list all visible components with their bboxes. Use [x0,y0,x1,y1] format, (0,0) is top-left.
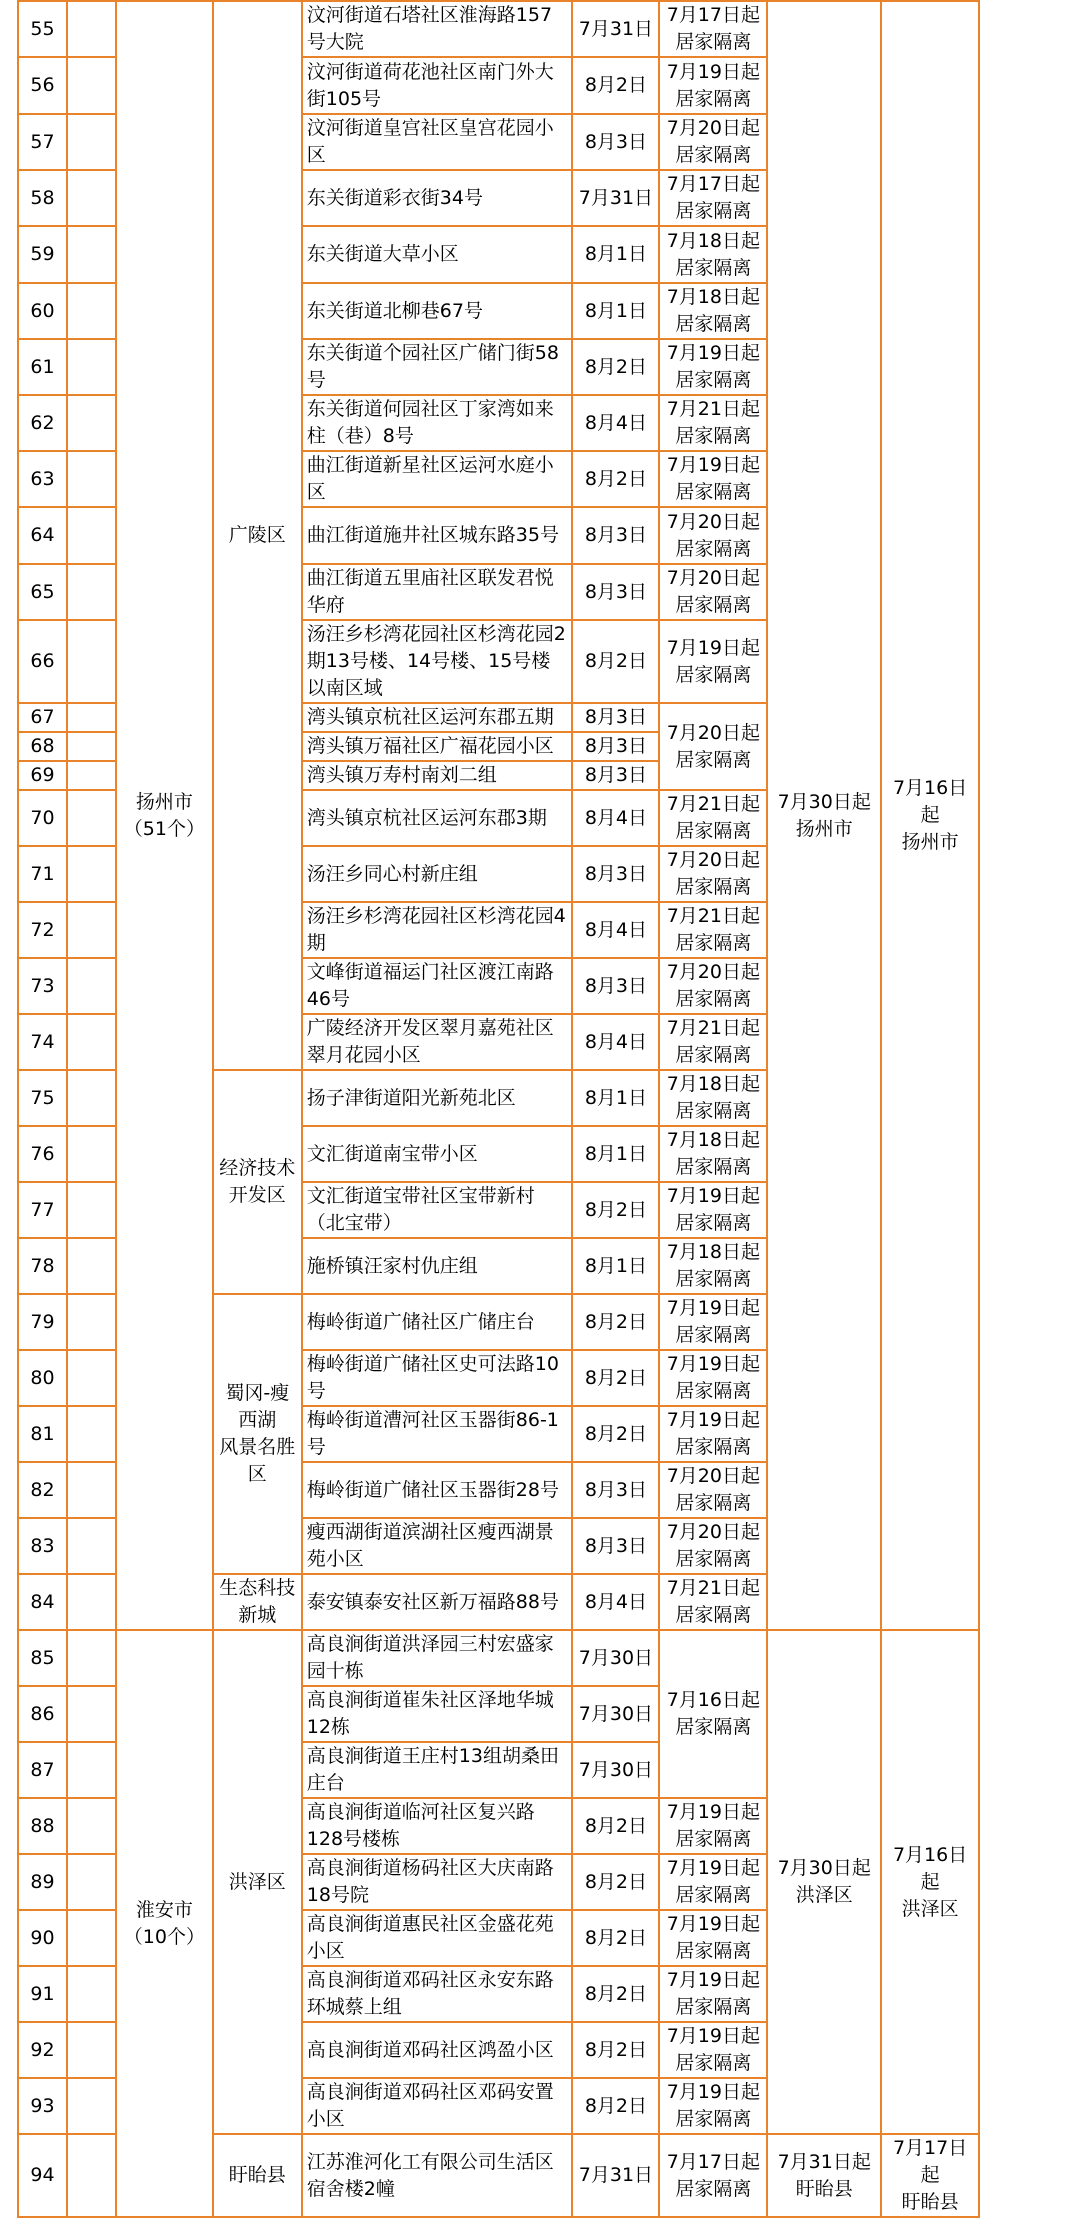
date-cell: 7月30日 [572,1742,659,1798]
address-cell: 高良涧街道邓码社区鸿盈小区 [302,2022,573,2078]
province-cell [67,1798,116,1854]
district-cell: 生态科技新城 [213,1574,302,1630]
province-cell [67,114,116,170]
date-cell: 7月31日 [572,2134,659,2217]
province-cell [67,2078,116,2134]
date-cell: 8月2日 [572,1182,659,1238]
address-cell: 施桥镇汪家村仇庄组 [302,1238,573,1294]
table-row [18,1630,1079,1686]
row-number: 81 [18,1406,67,1462]
address-cell: 梅岭街道广储社区玉器街28号 [302,1462,573,1518]
date-cell: 8月2日 [572,1350,659,1406]
address-cell: 曲江街道五里庙社区联发君悦华府 [302,564,573,620]
date-cell: 8月2日 [572,1798,659,1854]
row-number: 94 [18,2134,67,2217]
isolation-cell: 7月19日起 居家隔离 [659,1350,767,1406]
date-cell: 8月2日 [572,1294,659,1350]
date-cell: 8月2日 [572,339,659,395]
province-cell [67,761,116,790]
province-cell [67,1910,116,1966]
province-cell [67,703,116,732]
province-cell [67,1854,116,1910]
province-cell [67,1742,116,1798]
isolation-cell: 7月20日起 居家隔离 [659,507,767,564]
province-cell [67,1686,116,1742]
row-number: 89 [18,1854,67,1910]
date-cell: 8月3日 [572,761,659,790]
province-cell [67,902,116,958]
province-cell [67,2022,116,2078]
province-cell [67,339,116,395]
date-cell: 7月31日 [572,170,659,226]
address-cell: 文汇街道南宝带小区 [302,1126,573,1182]
date-cell: 8月3日 [572,1462,659,1518]
isolation-cell: 7月19日起 居家隔离 [659,1294,767,1350]
isolation-cell: 7月18日起 居家隔离 [659,1126,767,1182]
control-end-cell: 7月17日起 盱眙县 [881,2134,979,2217]
address-cell: 汶河街道皇宫社区皇宫花园小区 [302,114,573,170]
address-cell: 江苏淮河化工有限公司生活区宿舍楼2幢 [302,2134,573,2217]
address-cell: 梅岭街道漕河社区玉器街86-1号 [302,1406,573,1462]
province-cell [67,564,116,620]
address-cell: 高良涧街道洪泽园三村宏盛家园十栋 [302,1630,573,1686]
isolation-cell: 7月21日起 居家隔离 [659,1014,767,1070]
province-cell [67,790,116,846]
district-cell: 洪泽区 [213,1630,302,2134]
row-number: 74 [18,1014,67,1070]
row-number: 75 [18,1070,67,1126]
province-cell [67,1406,116,1462]
isolation-cell: 7月18日起 居家隔离 [659,1238,767,1294]
province-cell [67,1182,116,1238]
isolation-cell: 7月19日起 居家隔离 [659,1798,767,1854]
province-cell [67,1966,116,2022]
province-cell [67,958,116,1014]
isolation-cell: 7月17日起 居家隔离 [659,2134,767,2217]
row-number: 55 [18,1,67,57]
date-cell: 8月4日 [572,1574,659,1630]
province-cell [67,1630,116,1686]
city-cell: 淮安市 （10个） [116,1630,213,2217]
control-end-cell: 7月16日起 扬州市 [881,1,979,1630]
row-number: 88 [18,1798,67,1854]
isolation-cell: 7月21日起 居家隔离 [659,902,767,958]
address-cell: 曲江街道新星社区运河水庭小区 [302,451,573,507]
address-cell: 广陵经济开发区翠月嘉苑社区翠月花园小区 [302,1014,573,1070]
date-cell: 8月2日 [572,2022,659,2078]
isolation-cell: 7月20日起 居家隔离 [659,846,767,902]
control-end-cell: 7月16日起 洪泽区 [881,1630,979,2134]
address-cell: 文峰街道福运门社区渡江南路46号 [302,958,573,1014]
row-number: 65 [18,564,67,620]
control-start-cell: 7月30日起 洪泽区 [767,1630,881,2134]
row-number: 57 [18,114,67,170]
date-cell: 7月30日 [572,1686,659,1742]
row-number: 73 [18,958,67,1014]
isolation-cell: 7月19日起 居家隔离 [659,1182,767,1238]
district-cell: 盱眙县 [213,2134,302,2217]
isolation-cell: 7月20日起 居家隔离 [659,958,767,1014]
row-number: 67 [18,703,67,732]
address-cell: 高良涧街道临河社区复兴路128号楼栋 [302,1798,573,1854]
row-number: 83 [18,1518,67,1574]
address-cell: 汶河街道石塔社区淮海路157号大院 [302,1,573,57]
control-start-cell: 7月31日起 盱眙县 [767,2134,881,2217]
isolation-cell: 7月21日起 居家隔离 [659,395,767,451]
row-number: 61 [18,339,67,395]
date-cell: 8月1日 [572,1126,659,1182]
date-cell: 8月2日 [572,1966,659,2022]
address-cell: 东关街道大草小区 [302,226,573,283]
isolation-cell: 7月19日起 居家隔离 [659,451,767,507]
province-cell [67,1574,116,1630]
address-cell: 高良涧街道杨码社区大庆南路18号院 [302,1854,573,1910]
address-cell: 东关街道彩衣街34号 [302,170,573,226]
province-cell [67,1014,116,1070]
isolation-cell: 7月16日起 居家隔离 [659,1630,767,1798]
address-cell: 高良涧街道邓码社区永安东路环城蔡上组 [302,1966,573,2022]
isolation-cell: 7月21日起 居家隔离 [659,790,767,846]
row-number: 82 [18,1462,67,1518]
date-cell: 8月2日 [572,1910,659,1966]
date-cell: 8月4日 [572,1014,659,1070]
province-cell [67,1126,116,1182]
province-cell [67,395,116,451]
address-cell: 瘦西湖街道滨湖社区瘦西湖景苑小区 [302,1518,573,1574]
isolation-cell: 7月19日起 居家隔离 [659,1966,767,2022]
isolation-cell: 7月19日起 居家隔离 [659,1406,767,1462]
isolation-cell: 7月21日起 居家隔离 [659,1574,767,1630]
date-cell: 8月4日 [572,790,659,846]
row-number: 58 [18,170,67,226]
date-cell: 8月3日 [572,958,659,1014]
district-cell: 广陵区 [213,1,302,1070]
control-start-cell: 7月30日起 扬州市 [767,1,881,1630]
isolation-cell: 7月19日起 居家隔离 [659,57,767,114]
address-cell: 湾头镇京杭社区运河东郡五期 [302,703,573,732]
date-cell: 8月2日 [572,1406,659,1462]
row-number: 84 [18,1574,67,1630]
row-number: 59 [18,226,67,283]
date-cell: 8月1日 [572,1070,659,1126]
province-cell [67,1070,116,1126]
date-cell: 8月2日 [572,1854,659,1910]
address-cell: 高良涧街道邓码社区邓码安置小区 [302,2078,573,2134]
province-cell [67,1350,116,1406]
risk-area-table [17,0,1080,2218]
address-cell: 曲江街道施井社区城东路35号 [302,507,573,564]
row-number: 90 [18,1910,67,1966]
row-number: 78 [18,1238,67,1294]
district-cell: 经济技术 开发区 [213,1070,302,1294]
row-number: 62 [18,395,67,451]
row-number: 72 [18,902,67,958]
row-number: 79 [18,1294,67,1350]
address-cell: 汤汪乡杉湾花园社区杉湾花园2期13号楼、14号楼、15号楼以南区域 [302,620,573,703]
province-cell [67,1,116,57]
address-cell: 高良涧街道惠民社区金盛花苑小区 [302,1910,573,1966]
row-number: 60 [18,283,67,339]
address-cell: 梅岭街道广储社区史可法路10号 [302,1350,573,1406]
date-cell: 8月2日 [572,57,659,114]
address-cell: 高良涧街道崔朱社区泽地华城12栋 [302,1686,573,1742]
row-number: 87 [18,1742,67,1798]
date-cell: 8月3日 [572,846,659,902]
date-cell: 7月30日 [572,1630,659,1686]
province-cell [67,57,116,114]
isolation-cell: 7月17日起 居家隔离 [659,1,767,57]
row-number: 86 [18,1686,67,1742]
address-cell: 东关街道何园社区丁家湾如来柱（巷）8号 [302,395,573,451]
address-cell: 东关街道个园社区广储门街58号 [302,339,573,395]
row-number: 70 [18,790,67,846]
date-cell: 8月3日 [572,703,659,732]
row-number: 63 [18,451,67,507]
province-cell [67,1462,116,1518]
isolation-cell: 7月19日起 居家隔离 [659,620,767,703]
date-cell: 8月3日 [572,507,659,564]
isolation-cell: 7月20日起 居家隔离 [659,703,767,790]
address-cell: 湾头镇京杭社区运河东郡3期 [302,790,573,846]
province-cell [67,732,116,761]
date-cell: 8月3日 [572,1518,659,1574]
address-cell: 高良涧街道王庄村13组胡桑田庄台 [302,1742,573,1798]
address-cell: 扬子津街道阳光新苑北区 [302,1070,573,1126]
row-number: 85 [18,1630,67,1686]
row-number: 56 [18,57,67,114]
date-cell: 8月1日 [572,283,659,339]
date-cell: 8月3日 [572,114,659,170]
row-number: 91 [18,1966,67,2022]
date-cell: 8月2日 [572,620,659,703]
city-cell: 扬州市 （51个） [116,1,213,1630]
province-cell [67,1294,116,1350]
address-cell: 湾头镇万寿村南刘二组 [302,761,573,790]
address-cell: 泰安镇泰安社区新万福路88号 [302,1574,573,1630]
date-cell: 8月2日 [572,2078,659,2134]
row-number: 92 [18,2022,67,2078]
address-cell: 汶河街道荷花池社区南门外大街105号 [302,57,573,114]
row-number: 69 [18,761,67,790]
province-cell [67,507,116,564]
address-cell: 梅岭街道广储社区广储庄台 [302,1294,573,1350]
row-number: 77 [18,1182,67,1238]
isolation-cell: 7月18日起 居家隔离 [659,1070,767,1126]
province-cell [67,451,116,507]
isolation-cell: 7月20日起 居家隔离 [659,1518,767,1574]
date-cell: 8月3日 [572,564,659,620]
table-row [18,1,1079,57]
address-cell: 文汇街道宝带社区宝带新村（北宝带） [302,1182,573,1238]
isolation-cell: 7月19日起 居家隔离 [659,1854,767,1910]
date-cell: 8月1日 [572,226,659,283]
isolation-cell: 7月20日起 居家隔离 [659,114,767,170]
isolation-cell: 7月20日起 居家隔离 [659,1462,767,1518]
row-number: 64 [18,507,67,564]
province-cell [67,1518,116,1574]
date-cell: 8月1日 [572,1238,659,1294]
province-cell [67,2134,116,2217]
address-cell: 汤汪乡同心村新庄组 [302,846,573,902]
isolation-cell: 7月19日起 居家隔离 [659,2078,767,2134]
district-cell: 蜀冈-瘦西湖 风景名胜区 [213,1294,302,1574]
date-cell: 8月4日 [572,902,659,958]
isolation-cell: 7月20日起 居家隔离 [659,564,767,620]
row-number: 93 [18,2078,67,2134]
row-number: 66 [18,620,67,703]
isolation-cell: 7月19日起 居家隔离 [659,339,767,395]
isolation-cell: 7月18日起 居家隔离 [659,226,767,283]
isolation-cell: 7月19日起 居家隔离 [659,1910,767,1966]
isolation-cell: 7月17日起 居家隔离 [659,170,767,226]
row-number: 76 [18,1126,67,1182]
row-number: 68 [18,732,67,761]
province-cell [67,226,116,283]
province-cell [67,1238,116,1294]
row-number: 71 [18,846,67,902]
date-cell: 8月2日 [572,451,659,507]
province-cell [67,846,116,902]
province-cell [67,620,116,703]
date-cell: 7月31日 [572,1,659,57]
address-cell: 汤汪乡杉湾花园社区杉湾花园4期 [302,902,573,958]
address-cell: 东关街道北柳巷67号 [302,283,573,339]
province-cell [67,283,116,339]
date-cell: 8月4日 [572,395,659,451]
row-number: 80 [18,1350,67,1406]
isolation-cell: 7月19日起 居家隔离 [659,2022,767,2078]
date-cell: 8月3日 [572,732,659,761]
province-cell [67,170,116,226]
isolation-cell: 7月18日起 居家隔离 [659,283,767,339]
address-cell: 湾头镇万福社区广福花园小区 [302,732,573,761]
